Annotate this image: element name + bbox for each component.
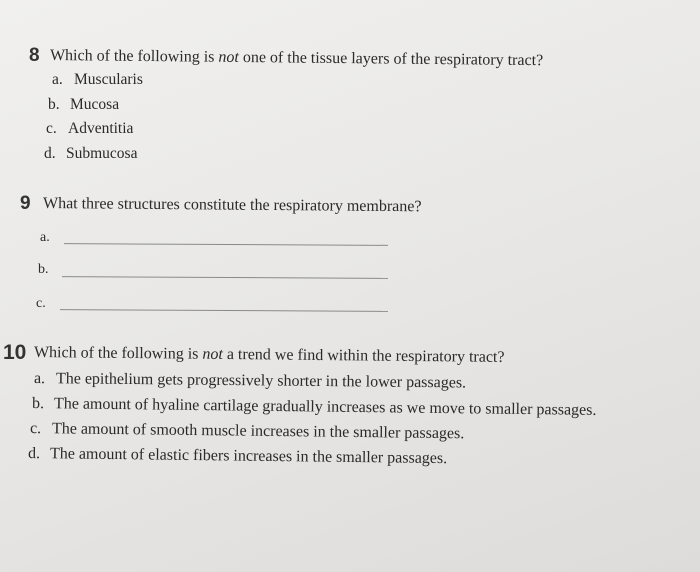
blank-c: c.	[36, 296, 46, 311]
question-text: Which of the following is not one of the tissue layers of the respiratory tract?	[49, 47, 544, 70]
option-c: c. The amount of smooth muscle increases in the smaller passages.	[29, 420, 465, 443]
option-b: b. The amount of hyaline cartilage gradually increases as we move to smaller passages.	[31, 395, 597, 419]
emphasis-not: not	[202, 345, 223, 363]
question-number: 9	[20, 193, 31, 214]
option-d: d. Submucosa	[44, 145, 138, 162]
blank-a: a.	[40, 230, 50, 245]
question-text: What three structures constitute the respiratory membrane?	[42, 195, 422, 216]
emphasis-not: not	[218, 48, 239, 66]
answer-line-c[interactable]	[60, 309, 388, 312]
question-text: Which of the following is not a trend we find within the respiratory tract?	[33, 344, 505, 366]
answer-line-a[interactable]	[64, 243, 388, 246]
blank-b: b.	[38, 262, 49, 277]
option-d: d. The amount of elastic fibers increases in the smaller passages.	[27, 445, 448, 468]
option-c: c. Adventitia	[46, 120, 134, 137]
question-number: 10	[3, 341, 27, 364]
question-number: 8	[29, 45, 40, 66]
option-b: b. Mucosa	[48, 96, 120, 113]
option-a: a. The epithelium gets progressively shorter in the lower passages.	[33, 370, 467, 392]
answer-line-b[interactable]	[62, 276, 388, 279]
option-a: a. Muscularis	[52, 71, 143, 88]
